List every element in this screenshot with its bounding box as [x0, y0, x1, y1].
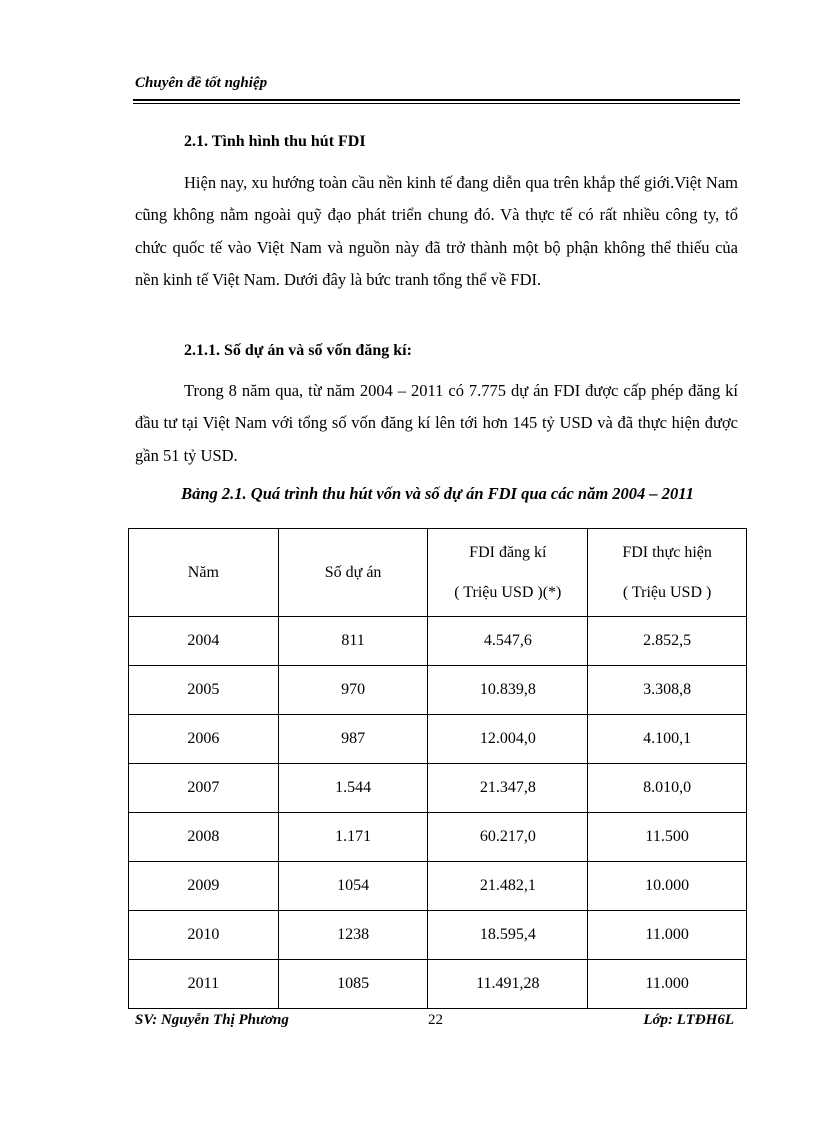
header-registered-unit: ( Triệu USD )(*): [454, 583, 562, 601]
year-cell: 2008: [129, 813, 279, 862]
projects-cell: 987: [278, 715, 428, 764]
header-implemented-title: FDI thực hiện: [622, 543, 712, 561]
implemented-cell: 2.852,5: [588, 617, 747, 666]
year-cell: 2005: [129, 666, 279, 715]
projects-cell: 970: [278, 666, 428, 715]
header-year: Năm: [129, 529, 279, 617]
header-implemented: [588, 529, 747, 617]
year-cell: 2007: [129, 764, 279, 813]
registered-cell: 11.491,28: [428, 960, 588, 1009]
projects-cell: 1.171: [278, 813, 428, 862]
header-projects: Số dự án: [278, 529, 428, 617]
table-row: [129, 617, 747, 666]
section-paragraph: Hiện nay, xu hướng toàn cầu nền kinh tế đang diễn qua trên khắp thế giới.Việt Nam cũng không nằm ngoài quỹ đạo phát triển chung đó. Và thực tế có rất nhiều công ty, tổ chức quốc tế vào Việt Nam và nguồn này đã trở thành một bộ phận không thể thiếu của nền kinh tế Việt Nam. Dưới đây là bức tranh tổng thể về FDI.: [135, 173, 738, 289]
projects-cell: 1.544: [278, 764, 428, 813]
implemented-cell: 4.100,1: [588, 715, 747, 764]
subsection-paragraph: Trong 8 năm qua, từ năm 2004 – 2011 có 7.775 dự án FDI được cấp phép đăng kí đầu tư tại Việt Nam với tổng số vốn đăng kí lên tới hơn 145 tỷ USD và đã thực hiện được gần 51 tỷ USD.: [135, 381, 738, 465]
table-row: [129, 813, 747, 862]
fdi-table: [128, 528, 747, 1009]
footer-class: Lớp: LTĐH6L: [643, 1012, 734, 1028]
table-row: [129, 764, 747, 813]
table-caption: Bảng 2.1. Quá trình thu hút vốn và số dự án FDI qua các năm 2004 – 2011: [181, 484, 694, 503]
footer-student: SV: Nguyễn Thị Phương: [135, 1012, 289, 1028]
registered-cell: 12.004,0: [428, 715, 588, 764]
projects-cell: 1238: [278, 911, 428, 960]
header-rule-thin: [133, 103, 740, 104]
projects-cell: 811: [278, 617, 428, 666]
footer-page-number: 22: [428, 1012, 443, 1028]
header-rule-thick: [133, 99, 740, 101]
registered-cell: 21.482,1: [428, 862, 588, 911]
registered-cell: 4.547,6: [428, 617, 588, 666]
table-row: [129, 960, 747, 1009]
registered-cell: 21.347,8: [428, 764, 588, 813]
header-implemented-unit: ( Triệu USD ): [622, 583, 712, 601]
table-row: [129, 911, 747, 960]
table-row: [129, 715, 747, 764]
implemented-cell: 8.010,0: [588, 764, 747, 813]
year-cell: 2004: [129, 617, 279, 666]
year-cell: 2011: [129, 960, 279, 1009]
header-registered: [428, 529, 588, 617]
subsection-heading: 2.1.1. Số dự án và số vốn đăng kí:: [184, 342, 412, 359]
header-registered-title: FDI đăng kí: [469, 543, 547, 561]
projects-cell: 1054: [278, 862, 428, 911]
table-header-row: [129, 529, 747, 617]
year-cell: 2009: [129, 862, 279, 911]
year-cell: 2010: [129, 911, 279, 960]
table-row: [129, 862, 747, 911]
implemented-cell: 11.000: [588, 911, 747, 960]
year-cell: 2006: [129, 715, 279, 764]
section-heading: 2.1. Tình hình thu hút FDI: [184, 133, 366, 150]
implemented-cell: 11.500: [588, 813, 747, 862]
table-row: [129, 666, 747, 715]
registered-cell: 18.595,4: [428, 911, 588, 960]
registered-cell: 10.839,8: [428, 666, 588, 715]
registered-cell: 60.217,0: [428, 813, 588, 862]
header-title: Chuyên đề tốt nghiệp: [135, 75, 268, 91]
implemented-cell: 11.000: [588, 960, 747, 1009]
projects-cell: 1085: [278, 960, 428, 1009]
implemented-cell: 10.000: [588, 862, 747, 911]
implemented-cell: 3.308,8: [588, 666, 747, 715]
